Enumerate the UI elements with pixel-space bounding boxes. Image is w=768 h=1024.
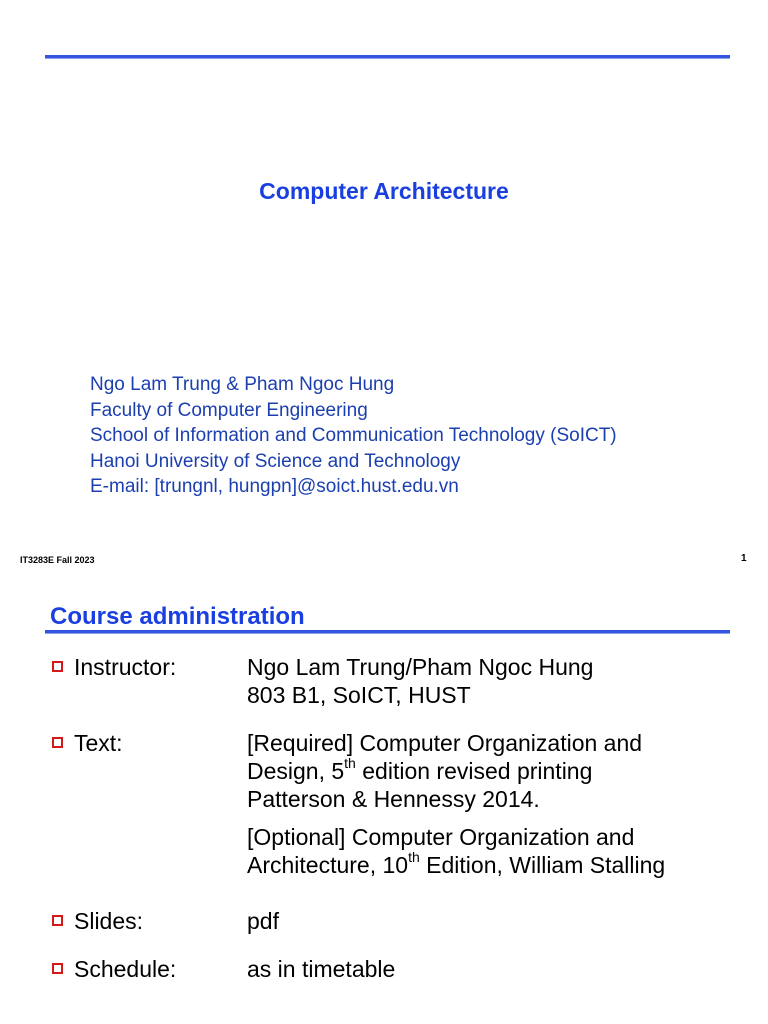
square-bullet-icon [52,661,63,672]
top-divider [45,55,730,59]
required-line-2 [247,757,747,785]
instructor-office: 803 B1, SoICT, HUST [247,682,471,708]
university-line: Hanoi University of Science and Technology [90,450,461,472]
optional-textbook [247,823,747,879]
faculty-line: Faculty of Computer Engineering [90,399,368,421]
email-line: E-mail: [trungnl, hungpn]@soict.hust.edu.vn [90,476,459,497]
section-divider [45,630,730,634]
school-line: School of Information and Communication Technology (SoICT) [90,425,617,446]
square-bullet-icon [52,963,63,974]
required-line-3: Patterson & Hennessy 2014. [247,786,540,812]
optional-edition-pre: Architecture, 10 [247,852,409,878]
square-bullet-icon [52,737,63,748]
slides-value [247,907,747,935]
optional-edition-post: Edition, William Stalling [419,852,666,878]
required-line-1: [Required] Computer Organization and [247,730,643,756]
instructor-label: Instructor: [74,654,177,680]
required-textbook [247,729,747,813]
instructor-names: Ngo Lam Trung/Pham Ngoc Hung [247,654,594,680]
text-value [247,729,747,879]
author-info [90,372,730,500]
schedule-text: as in timetable [247,956,396,982]
text-label: Text: [74,730,123,756]
required-edition-sup: th [344,755,356,772]
footer-course-code: IT3283E Fall 2023 [20,555,95,565]
slides-format: pdf [247,908,279,934]
optional-line-1: [Optional] Computer Organization and [247,824,635,850]
optional-edition-sup: th [408,849,420,866]
page-number: 1 [741,553,747,564]
schedule-label: Schedule: [74,956,177,982]
schedule-value [247,955,747,983]
optional-line-2 [247,851,747,879]
instructor-value [247,653,747,709]
required-edition-pre: Design, 5 [247,758,345,784]
authors-line: Ngo Lam Trung & Pham Ngoc Hung [90,374,395,395]
square-bullet-icon [52,915,63,926]
required-edition-post: edition revised printing [355,758,593,784]
section-title: Course administration [50,603,305,630]
slides-label: Slides: [74,908,144,934]
slide-title: Computer Architecture [259,178,509,204]
course-admin-slide [0,580,768,1024]
